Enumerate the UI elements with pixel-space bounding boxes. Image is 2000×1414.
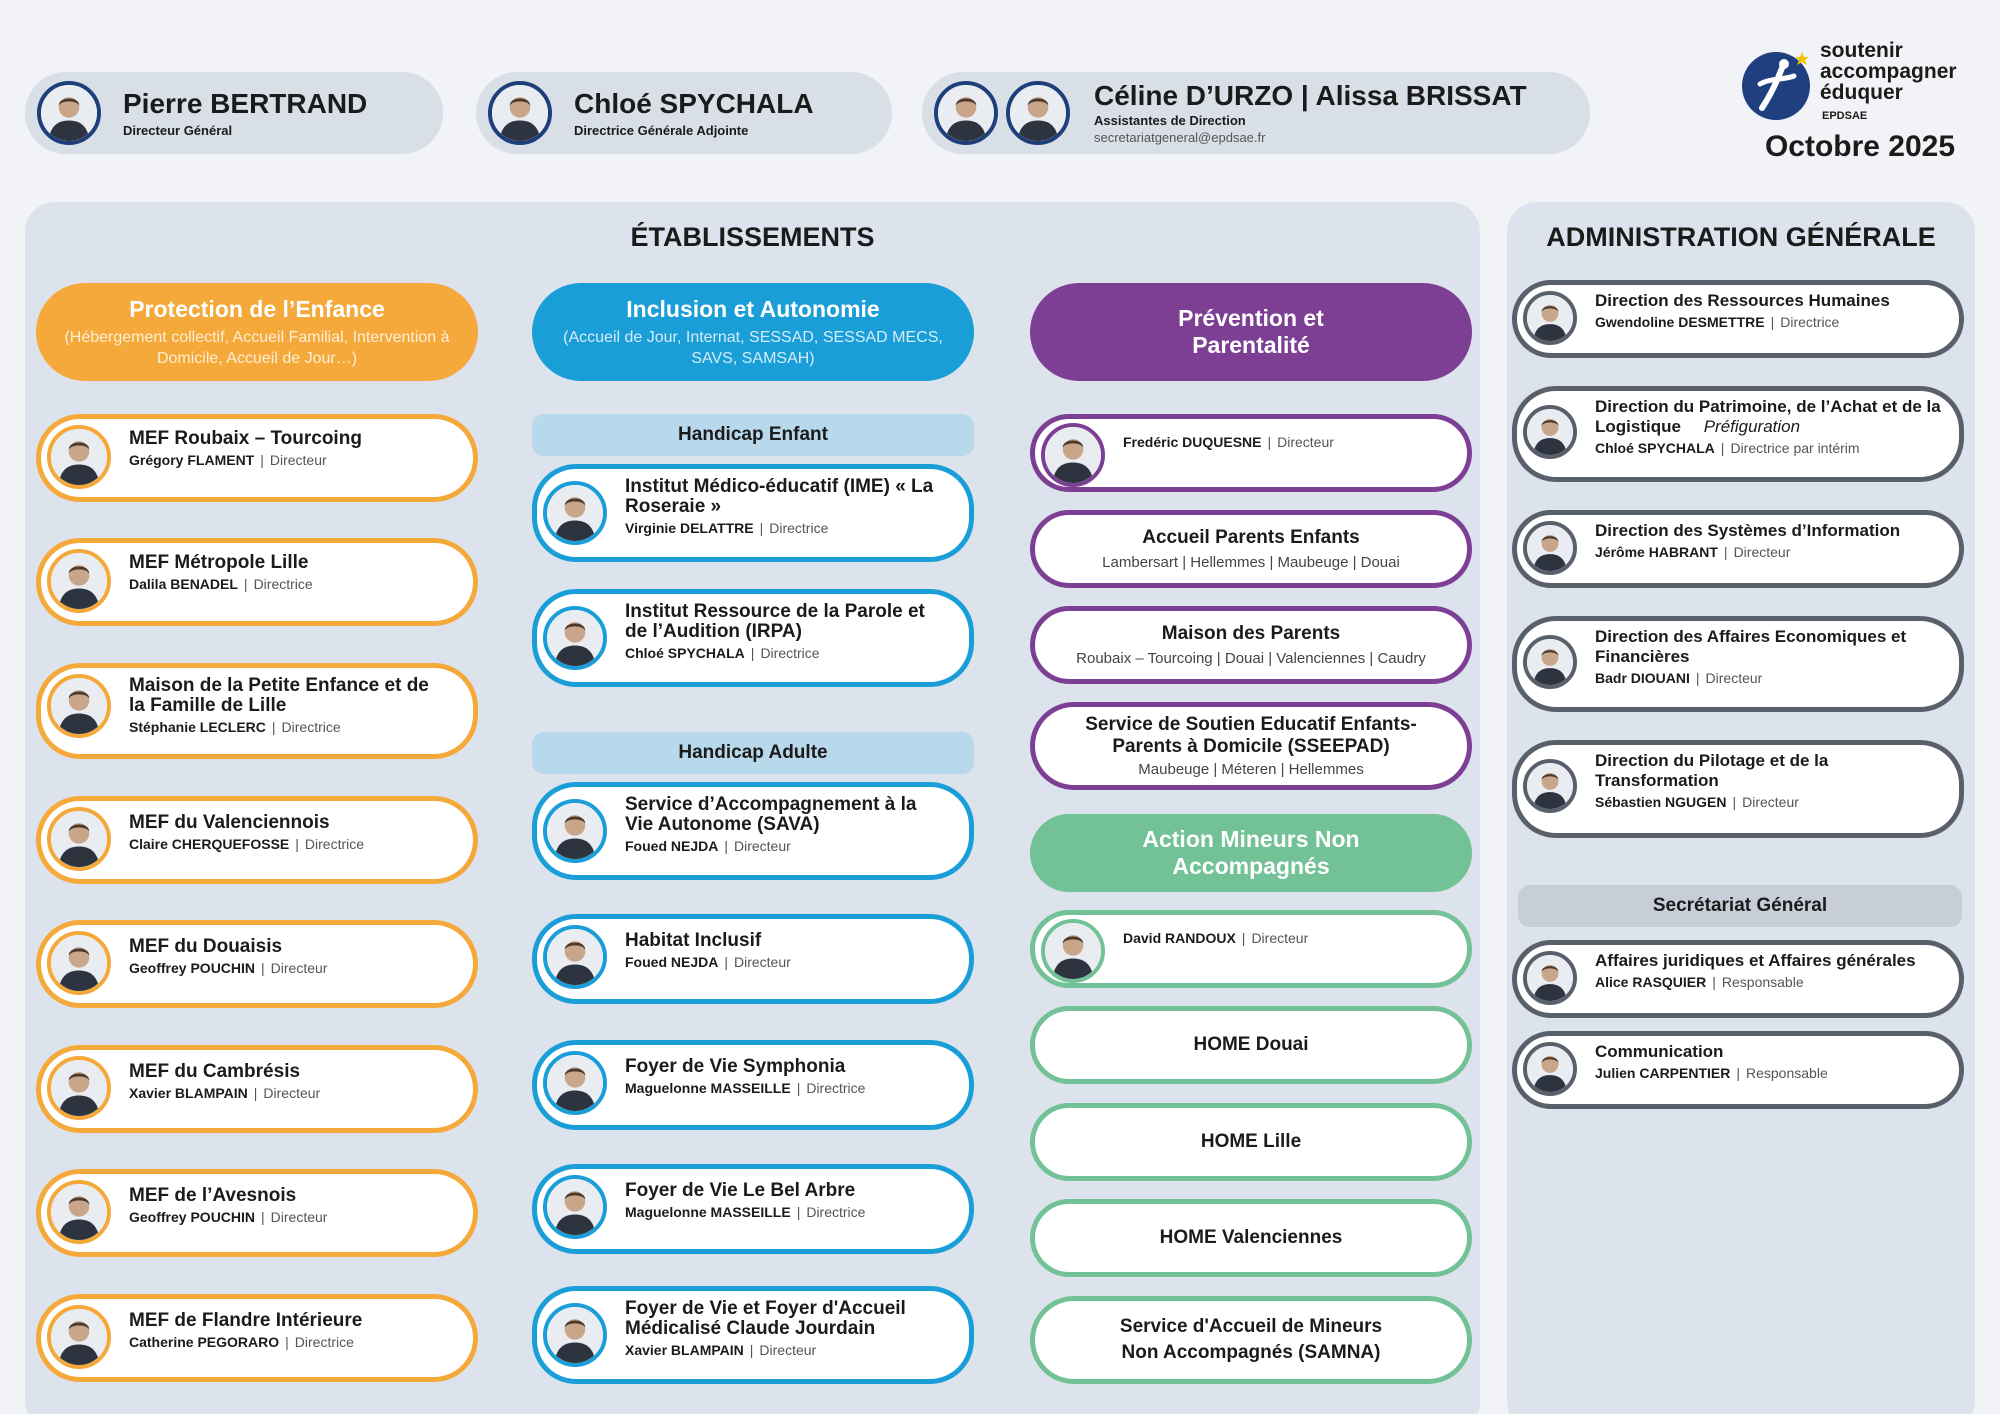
card-person: Geoffrey POUCHIN — [129, 1209, 256, 1225]
card-role: Directeur — [1742, 794, 1799, 810]
avatar — [47, 425, 111, 489]
logo-mark-icon — [1740, 50, 1812, 122]
card-role: Directeur — [269, 452, 327, 468]
card-affaires-juridiques[interactable]: Affaires juridiques et Affaires générales Alice RASQUIER | Responsable — [1512, 940, 1964, 1018]
card-home-douai[interactable] — [1030, 1006, 1472, 1084]
card-sava[interactable]: Service d’Accompagnement à la Vie Autonome (SAVA) Foued NEJDA | Directeur — [532, 782, 974, 880]
avatar — [47, 549, 111, 613]
category-title: Inclusion et Autonomie — [626, 295, 880, 322]
card-person: Claire CHERQUEFOSSE — [129, 836, 290, 852]
avatar — [543, 481, 607, 545]
card-role: Directeur — [1705, 670, 1763, 686]
card-role: Directrice — [304, 836, 365, 852]
card-irpa[interactable]: Institut Ressource de la Parole et de l’Audition (IRPA) Chloé SPYCHALA | Directrice — [532, 589, 974, 687]
category-inclusion-autonomie — [532, 283, 974, 381]
card-person: Maguelonne MASSEILLE — [625, 1080, 791, 1096]
card-role: Directeur — [270, 1209, 328, 1225]
card-accueil-parents-enfants[interactable] — [1030, 510, 1472, 588]
avatar — [543, 1175, 607, 1239]
card-prevention-director[interactable]: Fredéric DUQUESNE | Directeur — [1030, 414, 1472, 492]
card-role: Directrice — [806, 1204, 866, 1220]
card-sseepad[interactable] — [1030, 702, 1472, 790]
category-subtitle: (Accueil de Jour, Internat, SESSAD, SESSAD MECS, SAVS, SAMSAH) — [563, 328, 943, 367]
card-home-valenciennes[interactable] — [1030, 1199, 1472, 1277]
avatar — [47, 674, 111, 738]
card-title: Service d'Accueil de Mineurs Non Accompagnés (SAMNA) — [1119, 1316, 1383, 1363]
avatar — [47, 807, 111, 871]
epdsae-logo — [1740, 40, 1980, 130]
card-foyer-bel-arbre[interactable]: Foyer de Vie Le Bel Arbre Maguelonne MASSEILLE | Directrice — [532, 1164, 974, 1254]
card-note: Préfiguration — [1703, 417, 1801, 436]
person-role: Assistantes de Direction — [1094, 113, 1246, 128]
card-title: HOME Lille — [1200, 1131, 1302, 1152]
card-role: Directrice — [294, 1334, 354, 1350]
card-title: Institut Ressource de la Parole et de l’Audition (IRPA) — [625, 601, 925, 642]
card-title: Service d’Accompagnement à la Vie Autonome (SAVA) — [625, 794, 917, 835]
avatar — [47, 1056, 111, 1120]
card-person: David RANDOUX — [1123, 930, 1236, 946]
subhead-handicap-adulte: Handicap Adulte — [532, 732, 974, 774]
card-title: Foyer de Vie Symphonia — [625, 1056, 846, 1077]
category-title: Protection de l’Enfance — [129, 295, 385, 322]
category-title: Prévention et Parentalité — [1178, 305, 1324, 358]
card-person: Gwendoline DESMETTRE — [1595, 314, 1765, 330]
card-role: Directeur — [263, 1085, 321, 1101]
card-sites: Lambersart | Hellemmes | Maubeuge | Douai — [1102, 554, 1400, 571]
card-person: Stéphanie LECLERC — [129, 719, 266, 735]
card-person: Maguelonne MASSEILLE — [625, 1204, 791, 1220]
person-name: Pierre BERTRAND — [123, 87, 368, 119]
card-ime-roseraie[interactable]: Institut Médico-éducatif (IME) « La Roseraie » Virginie DELATTRE | Directrice — [532, 464, 974, 562]
card-role: Directrice par intérim — [1730, 440, 1860, 456]
card-mef-cambresis[interactable]: MEF du Cambrésis Xavier BLAMPAIN | Directeur — [36, 1045, 478, 1133]
card-title: MEF Métropole Lille — [129, 552, 309, 573]
card-role: Directeur — [759, 1342, 817, 1358]
category-subtitle: (Hébergement collectif, Accueil Familial, Intervention à Domicile, Accueil de Jour…) — [64, 328, 450, 367]
card-habitat-inclusif[interactable]: Habitat Inclusif Foued NEJDA | Directeur — [532, 914, 974, 1004]
avatar — [47, 1180, 111, 1244]
card-title: Service de Soutien Educatif Enfants-Parents à Domicile (SSEEPAD) — [1085, 714, 1417, 757]
card-title: MEF du Valenciennois — [129, 812, 330, 833]
avatar — [543, 606, 607, 670]
avatar — [47, 1305, 111, 1369]
avatar — [1523, 405, 1577, 459]
card-title: Institut Médico-éducatif (IME) « La Roseraie » — [625, 476, 934, 517]
card-claude-jourdain[interactable]: Foyer de Vie et Foyer d'Accueil Médicalisé Claude Jourdain Xavier BLAMPAIN | Directeur — [532, 1286, 974, 1384]
card-person: Foued NEJDA — [625, 838, 719, 854]
avatar — [1523, 759, 1577, 813]
card-title: Maison des Parents — [1161, 623, 1341, 644]
card-role: Directeur — [1733, 544, 1791, 560]
card-person: Xavier BLAMPAIN — [625, 1342, 744, 1358]
category-action-mineurs — [1030, 814, 1472, 892]
card-role: Directrice — [760, 645, 820, 661]
card-daf[interactable]: Direction des Affaires Economiques et Financières Badr DIOUANI | Directeur — [1512, 616, 1964, 712]
card-person: Foued NEJDA — [625, 954, 719, 970]
avatar — [1041, 919, 1105, 983]
person-name: Chloé SPYCHALA — [574, 87, 814, 119]
card-role: Directrice — [769, 520, 829, 536]
header-person-dg — [25, 72, 443, 154]
avatar — [1523, 1042, 1577, 1096]
card-title: Foyer de Vie Le Bel Arbre — [625, 1180, 856, 1201]
card-role: Directrice — [253, 576, 313, 592]
edition-date: Octobre 2025 — [1764, 130, 1956, 163]
card-mef-flandre[interactable]: MEF de Flandre Intérieure Catherine PEGORARO | Directrice — [36, 1294, 478, 1382]
card-title: MEF Roubaix – Tourcoing — [129, 428, 362, 449]
card-person: Dalila BENADEL — [129, 576, 238, 592]
card-title: MEF du Douaisis — [129, 936, 283, 957]
logo-sub: EPDSAE — [1822, 110, 1868, 122]
logo-wordmark: soutenir accompagner éduquer — [1820, 39, 1957, 104]
card-sites: Roubaix – Tourcoing | Douai | Valenciennes | Caudry — [1076, 650, 1426, 667]
avatar — [1041, 423, 1105, 487]
card-role: Directeur — [1251, 930, 1309, 946]
avatar — [1523, 521, 1577, 575]
avatar — [37, 81, 101, 145]
card-person: Catherine PEGORARO — [129, 1334, 280, 1350]
administration-title: ADMINISTRATION GÉNÉRALE — [1546, 222, 1936, 252]
card-title: HOME Valenciennes — [1159, 1227, 1343, 1248]
category-prevention-parentalite — [1030, 283, 1472, 381]
card-person: Chloé SPYCHALA — [1595, 440, 1715, 456]
card-title: Foyer de Vie et Foyer d'Accueil Médicalisé Claude Jourdain — [625, 1298, 906, 1339]
card-role: Directeur — [270, 960, 328, 976]
card-role: Directeur — [733, 954, 791, 970]
card-person: Badr DIOUANI — [1595, 670, 1690, 686]
card-title: Direction du Patrimoine, de l’Achat et de la Logistique — [1595, 397, 1941, 436]
etablissements-title: ÉTABLISSEMENTS — [630, 222, 875, 252]
avatar — [47, 931, 111, 995]
card-role: Directrice — [281, 719, 341, 735]
avatar — [1523, 951, 1577, 1005]
card-patrimoine[interactable]: Direction du Patrimoine, de l’Achat et de la Logistique Préfiguration Chloé SPYCHALA | Directrice par intérim — [1512, 386, 1964, 482]
card-role: Directrice — [1780, 314, 1840, 330]
card-role: Responsable — [1721, 974, 1804, 990]
category-title: Action Mineurs Non Accompagnés — [1142, 826, 1360, 879]
header-person-dga — [476, 72, 892, 154]
card-person: Chloé SPYCHALA — [625, 645, 745, 661]
card-title: HOME Douai — [1193, 1034, 1309, 1055]
card-communication[interactable]: Communication Julien CARPENTIER | Responsable — [1512, 1031, 1964, 1109]
card-mef-valenciennois[interactable]: MEF du Valenciennois Claire CHERQUEFOSSE | Directrice — [36, 796, 478, 884]
card-mef-metropole-lille[interactable]: MEF Métropole Lille Dalila BENADEL | Directrice — [36, 538, 478, 626]
contact-email[interactable]: secretariatgeneral@epdsae.fr — [1094, 130, 1266, 145]
card-title: MEF du Cambrésis — [129, 1061, 301, 1082]
card-title: Direction du Pilotage et de la Transformation — [1595, 751, 1829, 790]
avatar — [1523, 291, 1577, 345]
card-person: Geoffrey POUCHIN — [129, 960, 256, 976]
card-title: Habitat Inclusif — [625, 930, 762, 951]
card-maison-petite-enfance[interactable]: Maison de la Petite Enfance et de la Famille de Lille Stéphanie LECLERC | Directrice — [36, 663, 478, 759]
card-pilotage[interactable]: Direction du Pilotage et de la Transformation Sébastien NGUGEN | Directeur — [1512, 740, 1964, 838]
card-samna[interactable] — [1030, 1296, 1472, 1384]
card-role: Directeur — [1277, 434, 1334, 450]
card-title: Affaires juridiques et Affaires générales — [1595, 951, 1916, 970]
category-protection-enfance — [36, 283, 478, 381]
person-role: Directeur Général — [123, 122, 233, 138]
card-title: Direction des Ressources Humaines — [1595, 291, 1890, 310]
avatar — [1006, 81, 1070, 145]
card-title: Direction des Systèmes d’Information — [1595, 521, 1901, 540]
card-title: Communication — [1595, 1042, 1724, 1061]
avatar — [1523, 635, 1577, 689]
card-mef-roubaix[interactable]: MEF Roubaix – Tourcoing Grégory FLAMENT | Directeur — [36, 414, 478, 502]
card-foyer-symphonia[interactable]: Foyer de Vie Symphonia Maguelonne MASSEILLE | Directrice — [532, 1040, 974, 1130]
card-person: Fredéric DUQUESNE — [1123, 434, 1262, 450]
card-home-lille[interactable] — [1030, 1103, 1472, 1181]
card-title: MEF de l’Avesnois — [129, 1185, 297, 1206]
card-person: Grégory FLAMENT — [129, 452, 255, 468]
avatar — [934, 81, 998, 145]
card-person: Jérôme HABRANT — [1595, 544, 1718, 560]
card-mef-avesnois[interactable]: MEF de l’Avesnois Geoffrey POUCHIN | Directeur — [36, 1169, 478, 1257]
card-title: Accueil Parents Enfants — [1142, 527, 1360, 548]
avatar — [543, 1051, 607, 1115]
card-title: Direction des Affaires Economiques et Financières — [1595, 627, 1907, 666]
card-person: Sébastien NGUGEN — [1595, 794, 1727, 810]
card-mineurs-director[interactable]: David RANDOUX | Directeur — [1030, 910, 1472, 988]
person-name: Céline D’URZO | Alissa BRISSAT — [1094, 80, 1527, 111]
avatar — [488, 81, 552, 145]
card-sites: Maubeuge | Méteren | Hellemmes — [1138, 761, 1364, 778]
card-role: Responsable — [1746, 1065, 1828, 1081]
header-assistants — [922, 72, 1590, 154]
subhead-secretariat-general: Secrétariat Général — [1518, 885, 1962, 927]
card-dsi[interactable]: Direction des Systèmes d’Information Jérôme HABRANT | Directeur — [1512, 510, 1964, 588]
avatar — [543, 799, 607, 863]
card-mef-douaisis[interactable]: MEF du Douaisis Geoffrey POUCHIN | Directeur — [36, 920, 478, 1008]
card-role: Directrice — [806, 1080, 866, 1096]
card-person: Alice RASQUIER — [1595, 974, 1707, 990]
subhead-handicap-enfant: Handicap Enfant — [532, 414, 974, 456]
card-maison-des-parents[interactable] — [1030, 606, 1472, 684]
avatar — [543, 925, 607, 989]
card-title: Maison de la Petite Enfance et de la Famille de Lille — [129, 675, 429, 716]
card-person: Julien CARPENTIER — [1595, 1065, 1731, 1081]
person-role: Directrice Générale Adjointe — [574, 122, 749, 138]
card-drh[interactable]: Direction des Ressources Humaines Gwendoline DESMETTRE | Directrice — [1512, 280, 1964, 358]
card-person: Xavier BLAMPAIN — [129, 1085, 248, 1101]
card-person: Virginie DELATTRE — [625, 520, 754, 536]
card-title: MEF de Flandre Intérieure — [129, 1310, 363, 1331]
card-role: Directeur — [733, 838, 791, 854]
avatar — [543, 1303, 607, 1367]
